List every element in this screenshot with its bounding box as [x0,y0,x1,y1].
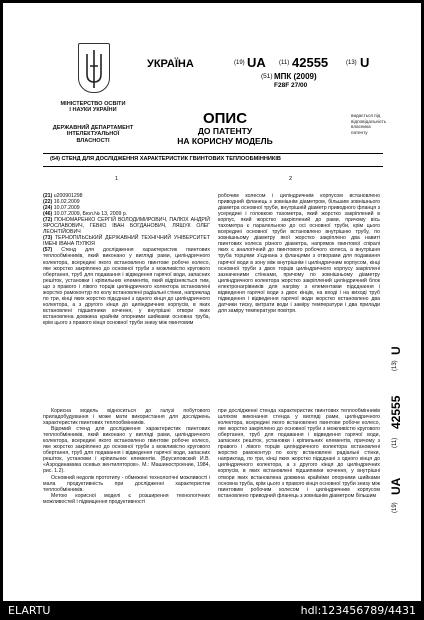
vertical-doc-kind: U [389,346,403,355]
code-21: (21) [43,193,53,199]
doc-subtitle-line-1: ДО ПАТЕНТУ [197,126,253,136]
code-72: (72) [43,217,53,224]
code-57: (57) [43,247,53,254]
doc-subtitle [143,126,307,146]
footer-source: ELARTU [8,604,51,617]
bulletin: 10.07.2009, Бюл.№ 13, 2009 р. [53,211,128,218]
claim [43,247,210,326]
biblio-column [43,193,210,341]
classification: F28F 27/00 [274,82,308,89]
code-11: (11) [279,60,290,66]
department-line-1: ДЕРЖАВНИЙ ДЕПАРТАМЕНТ [52,125,134,131]
inventors-text: ПОНОМАРЕНКО СЕРГІЙ ВОЛОДИМИРОВИЧ, ПАЛЮХ АНДРІЙ ЯРОСЛАВОВИЧ, ГЕВКО ІВАН БОГДАНОВИЧ, ЛЯШУК ОЛЕГ ЛЕОНТІЙОВИЧ [43,217,210,236]
note-line-4: патенту [351,129,368,135]
country-name: УКРАЇНА [147,58,194,70]
task-paragraph: Метою корисної моделі є розширення технологічних можливостей і підвищення продуктивності [43,492,210,505]
code-13: (13) [346,60,357,66]
filing-date: 16.02.2009 [53,199,80,206]
invention-title: (54) СТЕНД ДЛЯ ДОСЛІДЖЕННЯ ХАРАКТЕРИСТИК ГВИНТОВИХ ТЕПЛООБМІННИКІВ [50,156,281,162]
vertical-code-13: (13) [392,360,398,371]
description-column-left [43,408,210,598]
defects-paragraph: Основний недолік прототипу - обмежені технологічні можливості і мала продуктивність при дослідженні характеристик теплообмінників. [43,474,210,493]
claim-text-left: Стенд для дослідження характеристик гвинтових теплообмінників, який виконано у вигляді рами, циліндричного колектора, всередині якого встановлено гвинтове робоче колесо, яке жорстко закріплено до основної труби з можливістю кругового обертання, труб для подавання і відведення гарячої води, запасних решіток, установки і кріпильних елементів, який відрізняється тим, що з правого і лівого торців циліндричного колектора встановлені жорстко рамоконтур по колу встановлені радіальні стінки, наприклад по три, кінці яких жорстко підєднані з одного кінця до циліндричного колектора, а з другого кінця до циліндричних корпусів, в яких встановлені підшипники кочення, у внутрішні отвори яких встановлена довжина крайнім опорними шийками основна труба, крім цього з правого кінця основної труби знизу між гвинтовим [43,247,210,326]
coat-of-arms-icon [78,43,110,93]
claim-text-right: робочим колесом і циліндричним корпусом встановлено приводний фланець з зовнішнім діаметром, більшим зовнішнього діаметра основної труби, внутрішній діаметр приводного фланця з усередині і головкою тахометра, який жорстко закріплений в корпус, який жорстко закріплений до рами, причому вісь тахометра є паралельною до осі основної труби, крім цього всередині основної труби встановлено внутрішню трубу, по зовнішньому діаметру якої жорстко закріплено два навиті гвинтових колеса різного діаметра, напрямок гвинтової спіралі яких є аналогічний до гвинтового робочого колеса, а внутрішня труба торцями з'єднана з фланцями з отворами для подавання гарячої води в зону між внутрішнім і циліндричним корпусом, кінці основної труби з двох торців циліндричного корпусу закріплені зазначеними стінками, причому по зовнішньому діаметру циліндричного колектора жорстко закріплений циліндричний блок електронагрівників для нагріву з елементами підєднання і відведення гарячої води з двох кінців, на вході і на виході труб підведення і відведення гарячої води жорстко встановлено два датчики тиску, витрати води і заміру температури і два прилади для заміру температури повітря. [218,193,380,314]
note-line-2: відповідальність [351,118,387,124]
code-46: (46) [43,211,53,218]
ministry-line-1: МІНІСТЕРСТВО ОСВІТИ [60,101,126,107]
country-code: UA [247,55,266,70]
department-line-3: ВЛАСНОСТІ [76,137,110,144]
note-line-3: власника [351,124,371,130]
code-73: (73) [43,235,53,242]
code-19: (19) [234,60,245,66]
doc-title: ОПИС [202,110,248,127]
description-column-right [218,408,380,598]
column-number-left: 1 [115,176,119,182]
vertical-country-code: UA [389,477,403,495]
column-number-right: 2 [289,176,293,182]
ministry-name [33,101,153,114]
inventors [43,217,210,235]
doc-subtitle-line-2: НА КОРИСНУ МОДЕЛЬ [177,136,273,146]
owner [43,235,210,247]
divider-top [43,153,383,154]
field-paragraph: Корисна модель відноситься до галузі побутового приладобудування і може мати використання для досліджень характеристик гвинтових теплообмінників. [43,408,210,427]
claim-column-right [218,193,380,341]
effective-date: 10.07.2009 [53,205,80,212]
code-22: (22) [43,199,53,206]
code-24: (24) [43,205,53,212]
application-number: u200901298 [53,193,83,199]
doc-kind: U [360,55,370,70]
department-line-2: ІНТЕЛЕКТУАЛЬНОЇ [66,131,120,138]
vertical-code-19: (19) [392,502,398,513]
divider-title [43,166,383,167]
note-line-1: видається під [351,113,381,118]
prior-art-paragraph: Відомий стенд для дослідження характеристик гвинтових теплообмінників, який виконано у вигляді рами, циліндричного колектора, всередині якого встановлено гвинтове робоче колесо, яке жорстко закріплено до основної труби з можливістю кругового обертання, труб для подавання і відведення гарячої води, запасних решіток, установки і кріпильних елементів. (Брусиловский И.В. «Аэродинамика осевых вентиляторов». М.: Машиностроение, 1984, рис. 1.2). [43,426,210,475]
footer-handle: hdl:123456789/4431 [300,604,416,617]
ministry-line-2: І НАУКИ УКРАЇНИ [69,107,117,114]
owner-text: ТЕРНОПІЛЬСЬКИЙ ДЕРЖАВНИЙ ТЕХНІЧНИЙ УНІВЕРСИТЕТ ІМЕНІ ІВАНА ПУЛЮЯ [43,235,210,248]
owner-responsibility-note [351,113,401,135]
description-text-right: при дослідженні стенда характеристик гвинтових теплообмінників шляхом виконання стенда у вигляді рами, циліндричного колектора, всередині якого встановлено гвинтове робоче колесо, яке жорстко закріплено до основної труби з можливістю кругового обертання, труб для подавання і відведення гарячої води, запасних решіток, установки і кріпильних елементів, причому з правого і лівого торців циліндричного колектора встановлені жорстко рамоконтур по колу встановлені радіальні стінки, наприклад, по три, кінці яких жорстко підєднані з одного кінця до циліндричного колектора, а з другого кінця до циліндричних корпусів, в яких встановлені підшипники кочення, у внутрішні отвори яких встановлена довжина крайніми опорними шийками основна труба, крім цього з правого кінця основної труби знизу між гвинтовим робочим колесом і циліндричним корпусом встановлено приводний фланець з зовнішнім діаметром більшим [218,408,380,499]
vertical-patent-number: 42555 [389,395,403,429]
department-name [33,125,153,144]
footer-bar [0,601,424,620]
patent-page [3,3,421,601]
patent-number: 42555 [292,55,329,70]
mpk-label: МПК (2009) [274,72,317,81]
code-51: (51) [261,73,273,80]
vertical-code-11: (11) [392,437,398,448]
